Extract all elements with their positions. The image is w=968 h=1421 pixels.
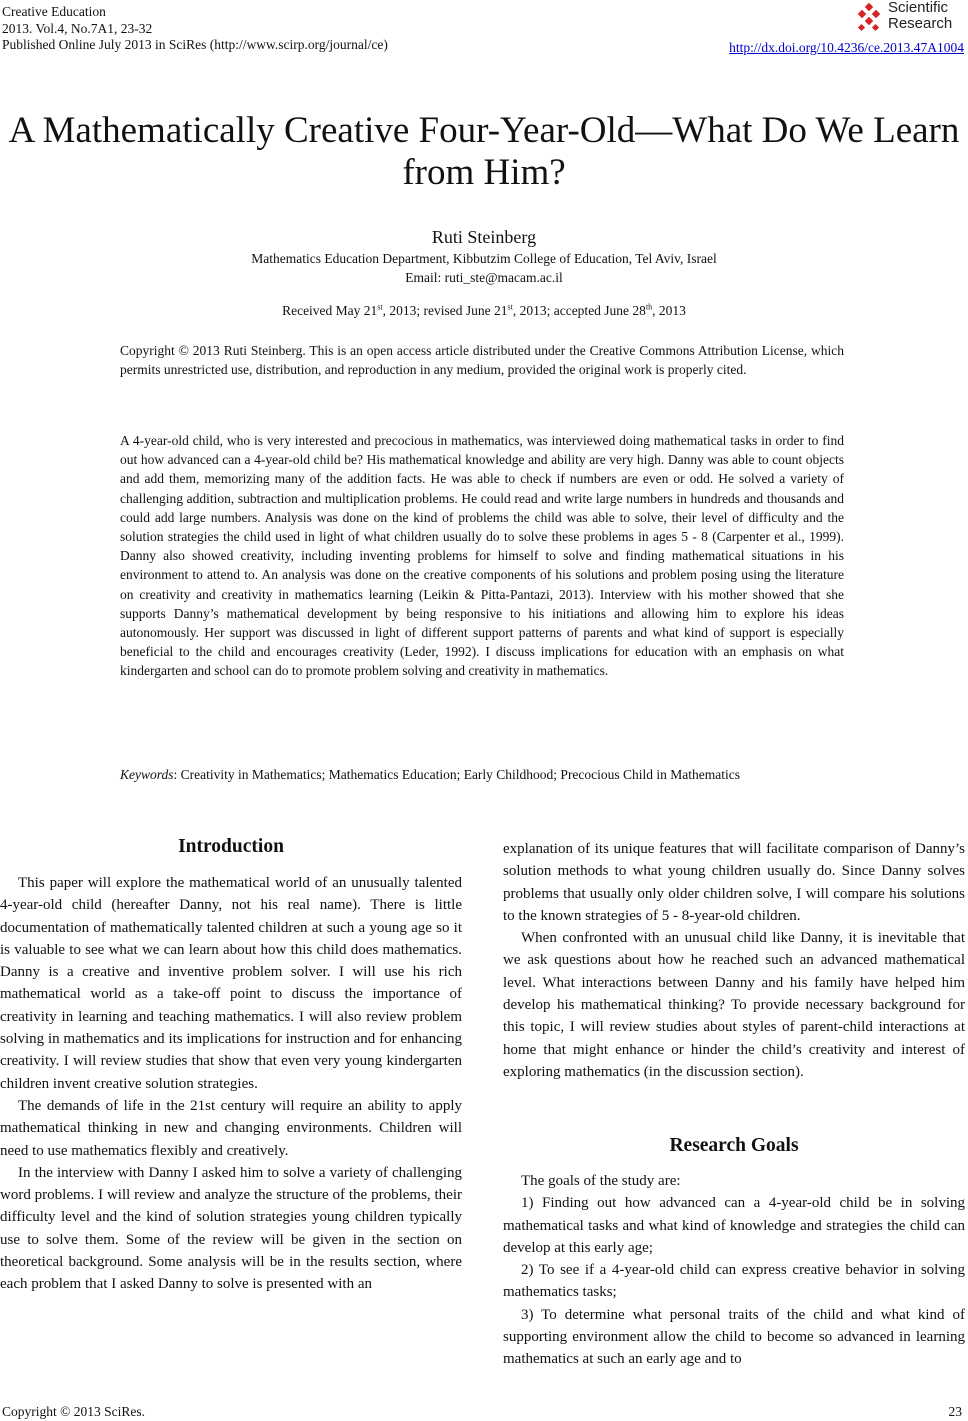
received-part-4: , 2013: [652, 303, 686, 318]
received-part-2: , 2013; revised June 21: [382, 303, 508, 318]
title-line-1: A Mathematically Creative Four-Year-Old—What Do We Learn: [8, 110, 960, 151]
abstract: A 4-year-old child, who is very interested and precocious in mathematics, was interviewed doing mathematical tasks in order to find out how advanced can a 4-year-old child be? His mathematical knowledge and ability are very high. Danny was able to count objects and add them, memorizing many of the addition facts. He was able to check if numbers are even or odd. He solved a variety of challenging addition, subtraction and multiplication problems. He could read and write large numbers in hundreds and thousands and could add large numbers. Analysis was done on the kind of problems the child was able to solve, their level of difficulty and the solution strategies the child used in light of what children usually do to solve these problems in ages 5 - 8 (Carpenter et al., 1999). Danny also showed creativity, including inventing problems for himself to solve and finding mathematical situations in his environment to attend to. An analysis was done on the creative components of his solutions and problem posing using the literature on creativity and creativity in mathematics learning (Leikin & Pitta-Pantazi, 2013). Interview with his mother showed that she supports Danny’s mathematical development by being responsive to his initiations and allowing him to explore his ideas autonomously. Her support was discussed in light of different support patterns of parents and what kind of support is especially beneficial to the child and encourages creativity (Leder, 1992). I discuss implications for education with an emphasis on what kindergarten and school can do to promote problem solving and creativity in mathematics.: [120, 433, 844, 679]
intro-continuation: explanation of its unique features that will facilitate comparison of Danny’s solution methods to what young children usually do. Since Danny solves problems that usually only older children solve, I will compare his solutions to the known strategies of 5 - 8-year-old children.: [503, 841, 965, 924]
author-name: Ruti Steinberg: [431, 227, 537, 247]
doi-link[interactable]: http://dx.doi.org/10.4236/ce.2013.47A1004: [729, 40, 964, 55]
left-column: [0, 872, 462, 1296]
received-dates: [0, 303, 968, 319]
goals-paragraph: 2) To see if a 4-year-old child can express creative behavior in solving mathematics tasks;: [503, 1262, 965, 1301]
logo-text: [888, 0, 952, 32]
received-part-1: Received May 21: [282, 303, 378, 318]
goals-paragraph: 3) To determine what personal traits of the child and what kind of supporting environment allow the child to become so advanced in learning mathematics at such an early age and to: [503, 1306, 965, 1368]
title-line-2: from Him?: [402, 152, 566, 193]
intro-heading-container: [0, 836, 462, 858]
publication-info: Published Online July 2013 in SciRes (http://www.scirp.org/journal/ce): [2, 37, 388, 52]
received-part-3: , 2013; accepted June 28: [512, 303, 646, 318]
intro-paragraph: The demands of life in the 21st century will require an ability to apply mathematical thinking in new and changing environments. Children will need to use mathematics flexibly and creatively.: [0, 1097, 462, 1159]
received-sup-2: st: [507, 302, 513, 312]
paper-title: [0, 110, 968, 194]
keywords-label: Keywords: [120, 767, 174, 782]
journal-volume: 2013. Vol.4, No.7A1, 23-32: [2, 20, 153, 36]
intro-heading: Introduction: [178, 836, 284, 857]
goals-heading: Research Goals: [669, 1135, 799, 1156]
logo-text-line2: Research: [888, 15, 953, 32]
goals-paragraph: 1) Finding out how advanced can a 4-year-old child be in solving mathematical tasks and what kind of knowledge and strategies the child can develop at this early age;: [503, 1195, 965, 1256]
intro-paragraph: In the interview with Danny I asked him to solve a variety of challenging word problems. I will review and analyze the structure of the problems, their difficulty level and the kind of solution strategies young children typically use to solve them. Some of the review will be given in the section on theoretical background. Some analysis will be in the results section, where each problem that I asked Danny to solve is presented with an: [0, 1164, 462, 1293]
logo-mark-icon: [854, 3, 884, 33]
logo-text-line1: Scientific: [888, 0, 949, 16]
journal-header: [2, 4, 388, 54]
intro-paragraph: When confronted with an unusual child like Danny, it is inevitable that we ask questions about how he reached such an advanced mathematical level. What interactions between Danny and his family have helped him develop his mathematical thinking? To provide necessary background for this topic, I will review studies about styles of parent-child interactions at home that might enhance or hinder the child’s creativity and interest of exploring mathematics (in the discussion section).: [503, 930, 965, 1080]
goals-heading-container: [503, 1135, 965, 1157]
affiliation-text: Mathematics Education Department, Kibbutzim College of Education, Tel Aviv, Israel: [251, 251, 717, 266]
footer-copyright: Copyright © 2013 SciRes.: [2, 1404, 146, 1419]
scientific-research-logo: [854, 0, 964, 36]
keywords-text: Creativity in Mathematics; Mathematics Education; Early Childhood; Precocious Child in Mathematics: [180, 767, 741, 782]
goals-section: [503, 1170, 965, 1371]
journal-name: Creative Education: [2, 4, 106, 19]
doi-link-container: [729, 40, 964, 56]
received-sup-1: st: [377, 302, 383, 312]
copyright-notice: Copyright © 2013 Ruti Steinberg. This is an open access article distributed under the Creative Commons Attribution License, which permits unrestricted use, distribution, and reproduction in any medium, provided the original work is properly cited.: [120, 343, 844, 377]
goals-paragraph: The goals of the study are:: [521, 1173, 681, 1189]
author-affiliation: [0, 249, 968, 287]
right-column: [503, 838, 965, 1083]
intro-paragraph: This paper will explore the mathematical world of an unusually talented 4-year-old child (hereafter Danny, not his real name). There is little documentation of mathematically talented children at such a young age so it is valuable to see what we can learn about how this child does mathematics. Danny is a creative and inventive problem solver. I will use his rich mathematical world as a take-off point to discuss the importance of creativity in learning and teaching mathematics. I will also review problem solving in mathematics and its implications for instruction and for enhancing creativity. I will review studies that show that even very young kindergarten children invent creative solution strategies.: [0, 875, 462, 1092]
author-email: Email: ruti_ste@macam.ac.il: [405, 270, 563, 285]
keywords: Keywords: Creativity in Mathematics; Mathematics Education; Early Childhood; Precocious Child in Mathematics: [120, 765, 844, 785]
page-number: 23: [948, 1404, 962, 1419]
received-sup-3: th: [645, 302, 653, 312]
